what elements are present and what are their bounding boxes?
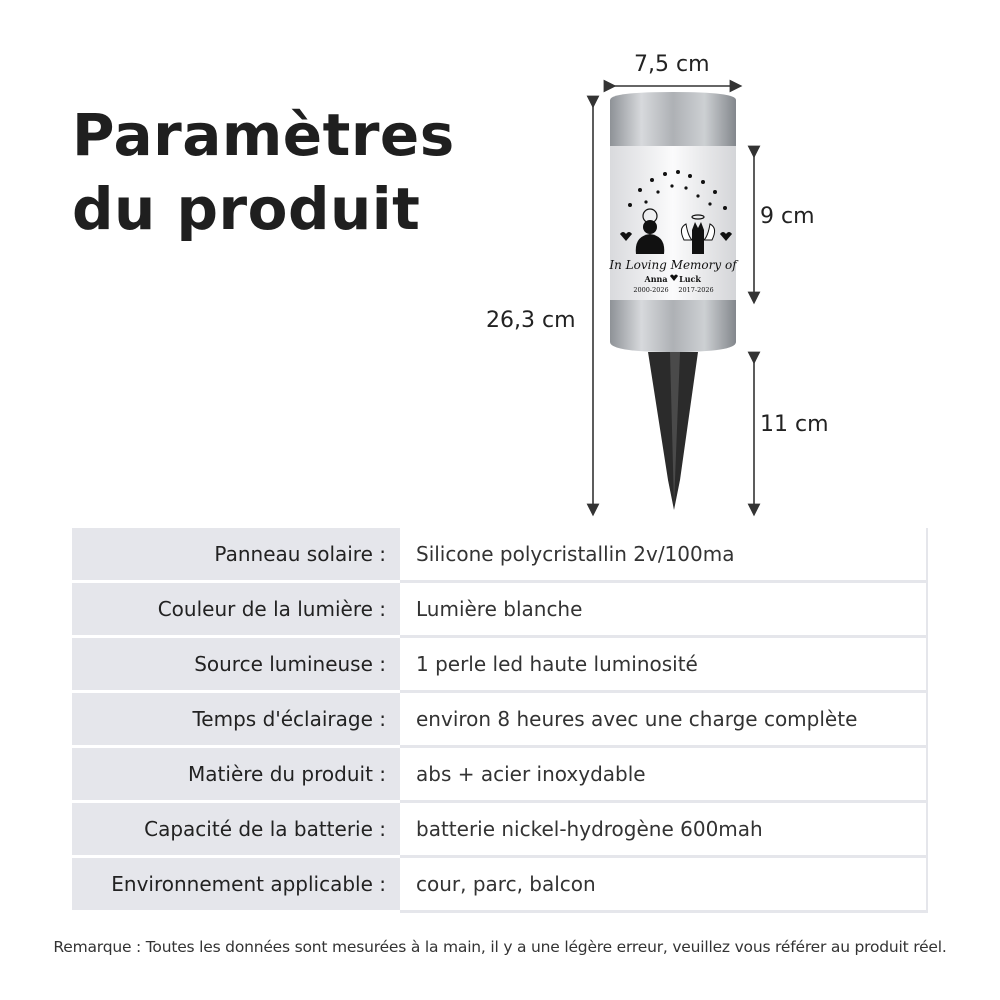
lamp-bottom-cap — [610, 300, 736, 352]
spec-row — [72, 528, 927, 582]
spec-key: Couleur de la lumière : — [72, 582, 399, 637]
spec-row — [72, 692, 927, 747]
spec-key: Matière du produit : — [72, 747, 399, 802]
engraving-years-left: 2000-2026 — [633, 286, 669, 294]
lamp-top-cap — [610, 92, 736, 146]
engraving-name-left: Anna — [644, 274, 668, 284]
stake-height-label: 11 cm — [760, 412, 829, 437]
lamp-height-label: 9 cm — [760, 204, 815, 229]
engraving-script: In Loving Memory of — [609, 258, 737, 272]
spec-row — [72, 747, 927, 802]
engraving-years-right: 2017-2026 — [678, 286, 714, 294]
page-title-line1: Paramètres — [72, 101, 455, 169]
solar-lamp-image — [470, 40, 890, 520]
spec-key: Temps d'éclairage : — [72, 692, 399, 747]
product-illustration — [470, 40, 890, 520]
page-title — [72, 98, 455, 246]
spec-value: abs + acier inoxydable — [399, 747, 927, 802]
spec-row — [72, 582, 927, 637]
spec-key: Source lumineuse : — [72, 637, 399, 692]
spec-row — [72, 802, 927, 857]
spec-value: Lumière blanche — [399, 582, 927, 637]
spec-value: 1 perle led haute luminosité — [399, 637, 927, 692]
spec-row — [72, 857, 927, 912]
spec-key: Capacité de la batterie : — [72, 802, 399, 857]
total-height-label: 26,3 cm — [486, 308, 576, 333]
spec-row — [72, 637, 927, 692]
width-label: 7,5 cm — [634, 52, 710, 77]
spec-value: cour, parc, balcon — [399, 857, 927, 912]
spec-value: Silicone polycristallin 2v/100ma — [399, 528, 927, 582]
engraving-name-right: Luck — [679, 274, 701, 284]
spec-key: Panneau solaire : — [72, 528, 399, 582]
spec-value: batterie nickel-hydrogène 600mah — [399, 802, 927, 857]
page-title-line2: du produit — [72, 175, 421, 243]
spec-value: environ 8 heures avec une charge complète — [399, 692, 927, 747]
disclaimer-note: Remarque : Toutes les données sont mesurées à la main, il y a une légère erreur, veuillez vous référer au produit réel. — [53, 938, 947, 956]
spec-key: Environnement applicable : — [72, 857, 399, 912]
specifications-table — [72, 528, 928, 913]
